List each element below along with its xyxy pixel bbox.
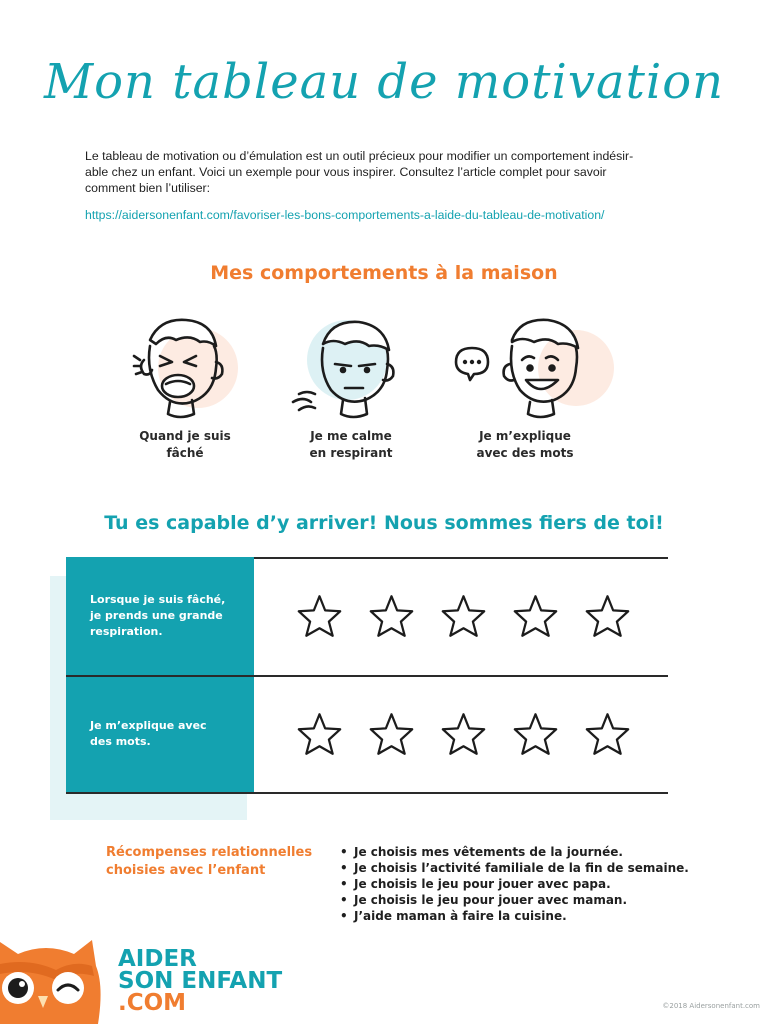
rewards-title: Récompenses relationnelles choisies avec l’enfant (106, 845, 313, 878)
star-icon[interactable] (512, 711, 559, 757)
list-item: • Je choisis l’activité familiale de la fin de semaine. (340, 861, 689, 875)
list-item: • Je choisis le jeu pour jouer avec maman. (340, 893, 628, 907)
star-icon[interactable] (296, 593, 343, 639)
brand-logo: AIDER SON ENFANT .COM (118, 946, 283, 1016)
talking-boy-icon (450, 310, 620, 420)
star-icon[interactable] (584, 711, 631, 757)
table-divider (66, 675, 668, 677)
list-item: • Je choisis mes vêtements de la journée. (340, 845, 623, 859)
calm-breathing-boy-icon (281, 310, 421, 420)
star-icon[interactable] (440, 593, 487, 639)
page-title: Mon tableau de motivation (43, 54, 725, 110)
star-rating (296, 711, 631, 757)
star-rating (296, 593, 631, 639)
row-label: Je m’explique avec des mots. (66, 675, 254, 793)
table-row (66, 675, 668, 793)
behavior-calm: Je me calme en respirant (276, 310, 426, 462)
star-icon[interactable] (512, 593, 559, 639)
list-item: • Je choisis le jeu pour jouer avec papa. (340, 877, 611, 891)
owl-mascot-icon (0, 936, 110, 1024)
angry-boy-icon (120, 310, 250, 420)
section-title: Mes comportements à la maison (210, 262, 558, 284)
behavior-talking: Je m’explique avec des mots (450, 310, 600, 462)
star-icon[interactable] (368, 593, 415, 639)
row-label: Lorsque je suis fâché, je prends une grande respiration. (66, 557, 254, 675)
star-icon[interactable] (440, 711, 487, 757)
intro-paragraph: Le tableau de motivation ou d’émulation est un outil précieux pour modifier un comportement indésir- able chez un enfant. Voici un exemple pour vous inspirer. Consultez l’article complet pour savoir comment bien l’utiliser: (85, 149, 634, 195)
behavior-angry: Quand je suis fâché (110, 310, 260, 462)
article-link[interactable]: https://aidersonenfant.com/favoriser-les-bons-comportements-a-laide-du-tableau-de-motivation/ (85, 208, 605, 222)
table-row (66, 557, 668, 675)
encouragement-heading: Tu es capable d’y arriver! Nous sommes fiers de toi! (104, 512, 664, 534)
list-item: • J’aide maman à faire la cuisine. (340, 909, 567, 923)
star-icon[interactable] (368, 711, 415, 757)
copyright-notice: ©2018 Aidersonenfant.com (662, 1002, 760, 1010)
star-icon[interactable] (584, 593, 631, 639)
table-divider (66, 792, 668, 794)
star-icon[interactable] (296, 711, 343, 757)
rewards-list (340, 844, 740, 924)
